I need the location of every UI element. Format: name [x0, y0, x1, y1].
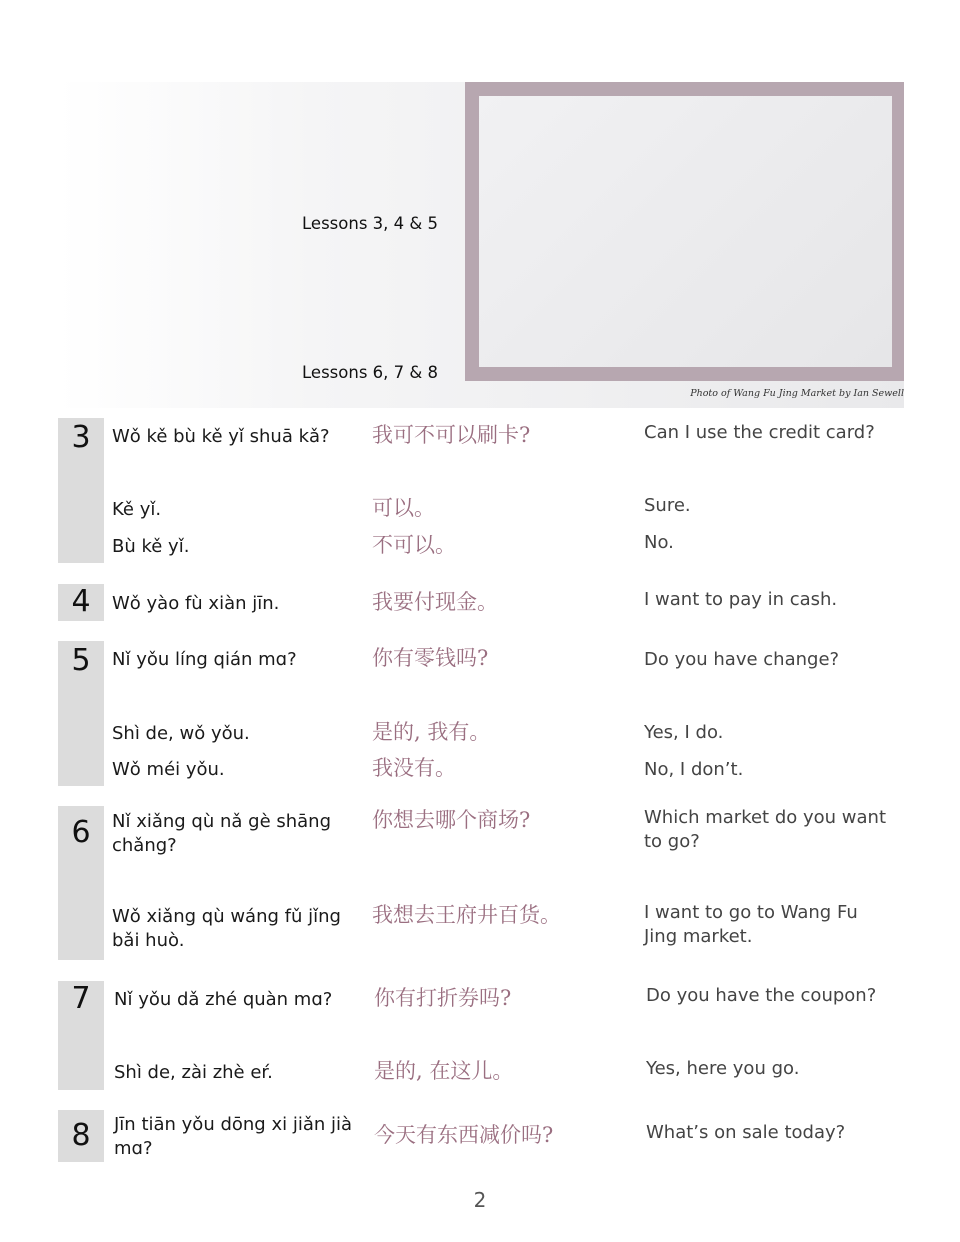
- phrase-number-bar: [58, 584, 104, 621]
- english-text: Can I use the credit card?: [644, 422, 875, 443]
- hanzi-text: 可以。: [372, 496, 435, 520]
- english-text: No, I don’t.: [644, 759, 744, 780]
- english-text: I want to go to Wang Fu: [644, 902, 858, 923]
- pinyin-text: Shì de, wǒ yǒu.: [112, 723, 250, 744]
- pinyin-text: Wǒ kě bù kě yǐ shuā kǎ?: [112, 426, 330, 447]
- lessons-label-b: Lessons 6, 7 & 8: [302, 363, 438, 382]
- pinyin-text: Nǐ yǒu dǎ zhé quàn mɑ?: [114, 989, 333, 1010]
- photo-credit: Photo of Wang Fu Jing Market by Ian Sewell: [690, 388, 904, 399]
- pinyin-text: Kě yǐ.: [112, 499, 162, 520]
- pinyin-text: Wǒ méi yǒu.: [112, 759, 225, 780]
- hanzi-text: 我要付现金。: [372, 590, 498, 614]
- pinyin-text: bǎi huò.: [112, 930, 185, 951]
- phrase-number: 7: [71, 981, 91, 1016]
- pinyin-text: Nǐ xiǎng qù nǎ gè shāng: [112, 811, 332, 832]
- english-text: Jing market.: [644, 926, 753, 947]
- pinyin-text: Jīn tiān yǒu dōng xi jiǎn jià: [114, 1114, 353, 1135]
- photo-placeholder: [479, 96, 892, 367]
- phrase-number: 5: [71, 643, 91, 678]
- pinyin-text: Wǒ yào fù xiàn jīn.: [112, 593, 280, 614]
- phrase-number-bar: [58, 418, 104, 563]
- english-text: Yes, here you go.: [646, 1058, 800, 1079]
- lessons-label-a: Lessons 3, 4 & 5: [302, 214, 438, 233]
- hanzi-text: 不可以。: [372, 533, 456, 557]
- english-text: What’s on sale today?: [646, 1122, 846, 1143]
- english-text: Sure.: [644, 495, 691, 516]
- hanzi-text: 你想去哪个商场?: [372, 808, 531, 832]
- hanzi-text: 我没有。: [372, 756, 456, 780]
- hanzi-text: 你有打折券吗?: [374, 986, 512, 1010]
- english-text: to go?: [644, 831, 700, 852]
- phrase-number: 4: [71, 584, 91, 619]
- hanzi-text: 是的, 在这儿。: [374, 1059, 514, 1083]
- english-text: I want to pay in cash.: [644, 589, 838, 610]
- photo-frame: [465, 82, 904, 381]
- hanzi-text: 我可不可以刷卡?: [372, 423, 531, 447]
- pinyin-text: Nǐ yǒu líng qián mɑ?: [112, 649, 297, 670]
- pinyin-text: chǎng?: [112, 835, 177, 856]
- english-text: Which market do you want: [644, 807, 887, 828]
- hanzi-text: 今天有东西减价吗?: [374, 1123, 554, 1147]
- hanzi-text: 是的, 我有。: [372, 720, 491, 744]
- hanzi-text: 我想去王府井百货。: [372, 903, 561, 927]
- hanzi-text: 你有零钱吗?: [372, 646, 489, 670]
- phrase-number: 6: [71, 815, 91, 850]
- phrase-number-bar: [58, 641, 104, 786]
- page-number: 2: [473, 1188, 487, 1212]
- english-text: Yes, I do.: [644, 722, 724, 743]
- pinyin-text: Wǒ xiǎng qù wáng fǔ jǐng: [112, 906, 341, 927]
- phrase-number: 3: [71, 420, 91, 455]
- english-text: Do you have the coupon?: [646, 985, 877, 1006]
- phrase-number-bar: [58, 806, 104, 960]
- phrase-number: 8: [71, 1118, 91, 1153]
- phrase-number-bar: [58, 981, 104, 1090]
- phrase-number-bar: [58, 1110, 104, 1162]
- english-text: Do you have change?: [644, 649, 840, 670]
- pinyin-text: mɑ?: [114, 1138, 153, 1159]
- english-text: No.: [644, 532, 674, 553]
- pinyin-text: Shì de, zài zhè eŕ.: [114, 1062, 273, 1083]
- pinyin-text: Bù kě yǐ.: [112, 536, 190, 557]
